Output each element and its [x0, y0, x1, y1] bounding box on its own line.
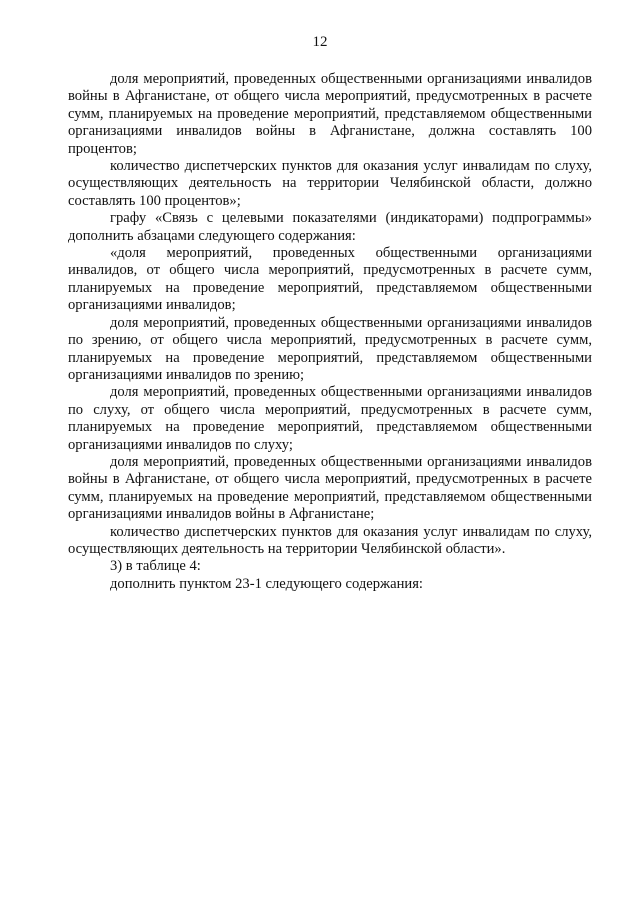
- paragraph-visually-impaired-share: доля мероприятий, проведенных общественными организациями инвалидов по зрению, от общего числа мероприятий, предусмотренных в расчете сумм, планируемых на проведение мероприятий, представляемом общественными организациями инвалидов по зрению;: [68, 314, 592, 383]
- paragraph-amend-column: графу «Связь с целевыми показателями (индикаторами) подпрограммы» дополнить абзацами следующего содержания:: [68, 210, 592, 244]
- paragraph-afghanistan-share-target: доля мероприятий, проведенных общественными организациями инвалидов войны в Афганистане, от общего числа мероприятий, предусмотренных в расчете сумм, планируемых на проведение мероприятий, представляемом общественными организациями инвалидов войны в Афганистане, должна составлять 100 процентов;: [68, 71, 592, 157]
- paragraph-afghanistan-share: доля мероприятий, проведенных общественными организациями инвалидов войны в Афганистане, от общего числа мероприятий, предусмотренных в расчете сумм, планируемых на проведение мероприятий, представляемом общественными организациями инвалидов войны в Афганистане;: [68, 453, 592, 523]
- paragraph-dispatch-points: количество диспетчерских пунктов для оказания услуг инвалидам по слуху, осуществляющих деятельность на территории Челябинской области».: [68, 523, 592, 557]
- paragraph-add-item-23-1: дополнить пунктом 23-1 следующего содержания:: [110, 575, 423, 592]
- paragraph-dispatch-points-target: количество диспетчерских пунктов для оказания услуг инвалидам по слуху, осуществляющих деятельность на территории Челябинской области, должно составлять 100 процентов»;: [68, 158, 592, 209]
- document-body: [68, 71, 592, 593]
- paragraph-table-4: 3) в таблице 4:: [110, 558, 201, 575]
- page-number: 12: [312, 34, 328, 50]
- paragraph-hearing-impaired-share: доля мероприятий, проведенных общественными организациями инвалидов по слуху, от общего числа мероприятий, предусмотренных в расчете сумм, планируемых на проведение мероприятий, представляемом общественными организациями инвалидов по слуху;: [68, 384, 592, 453]
- paragraph-disabled-share: «доля мероприятий, проведенных общественными организациями инвалидов, от общего числа мероприятий, предусмотренных в расчете сумм, планируемых на проведение мероприятий, представляемом общественными организациями инвалидов;: [68, 245, 592, 314]
